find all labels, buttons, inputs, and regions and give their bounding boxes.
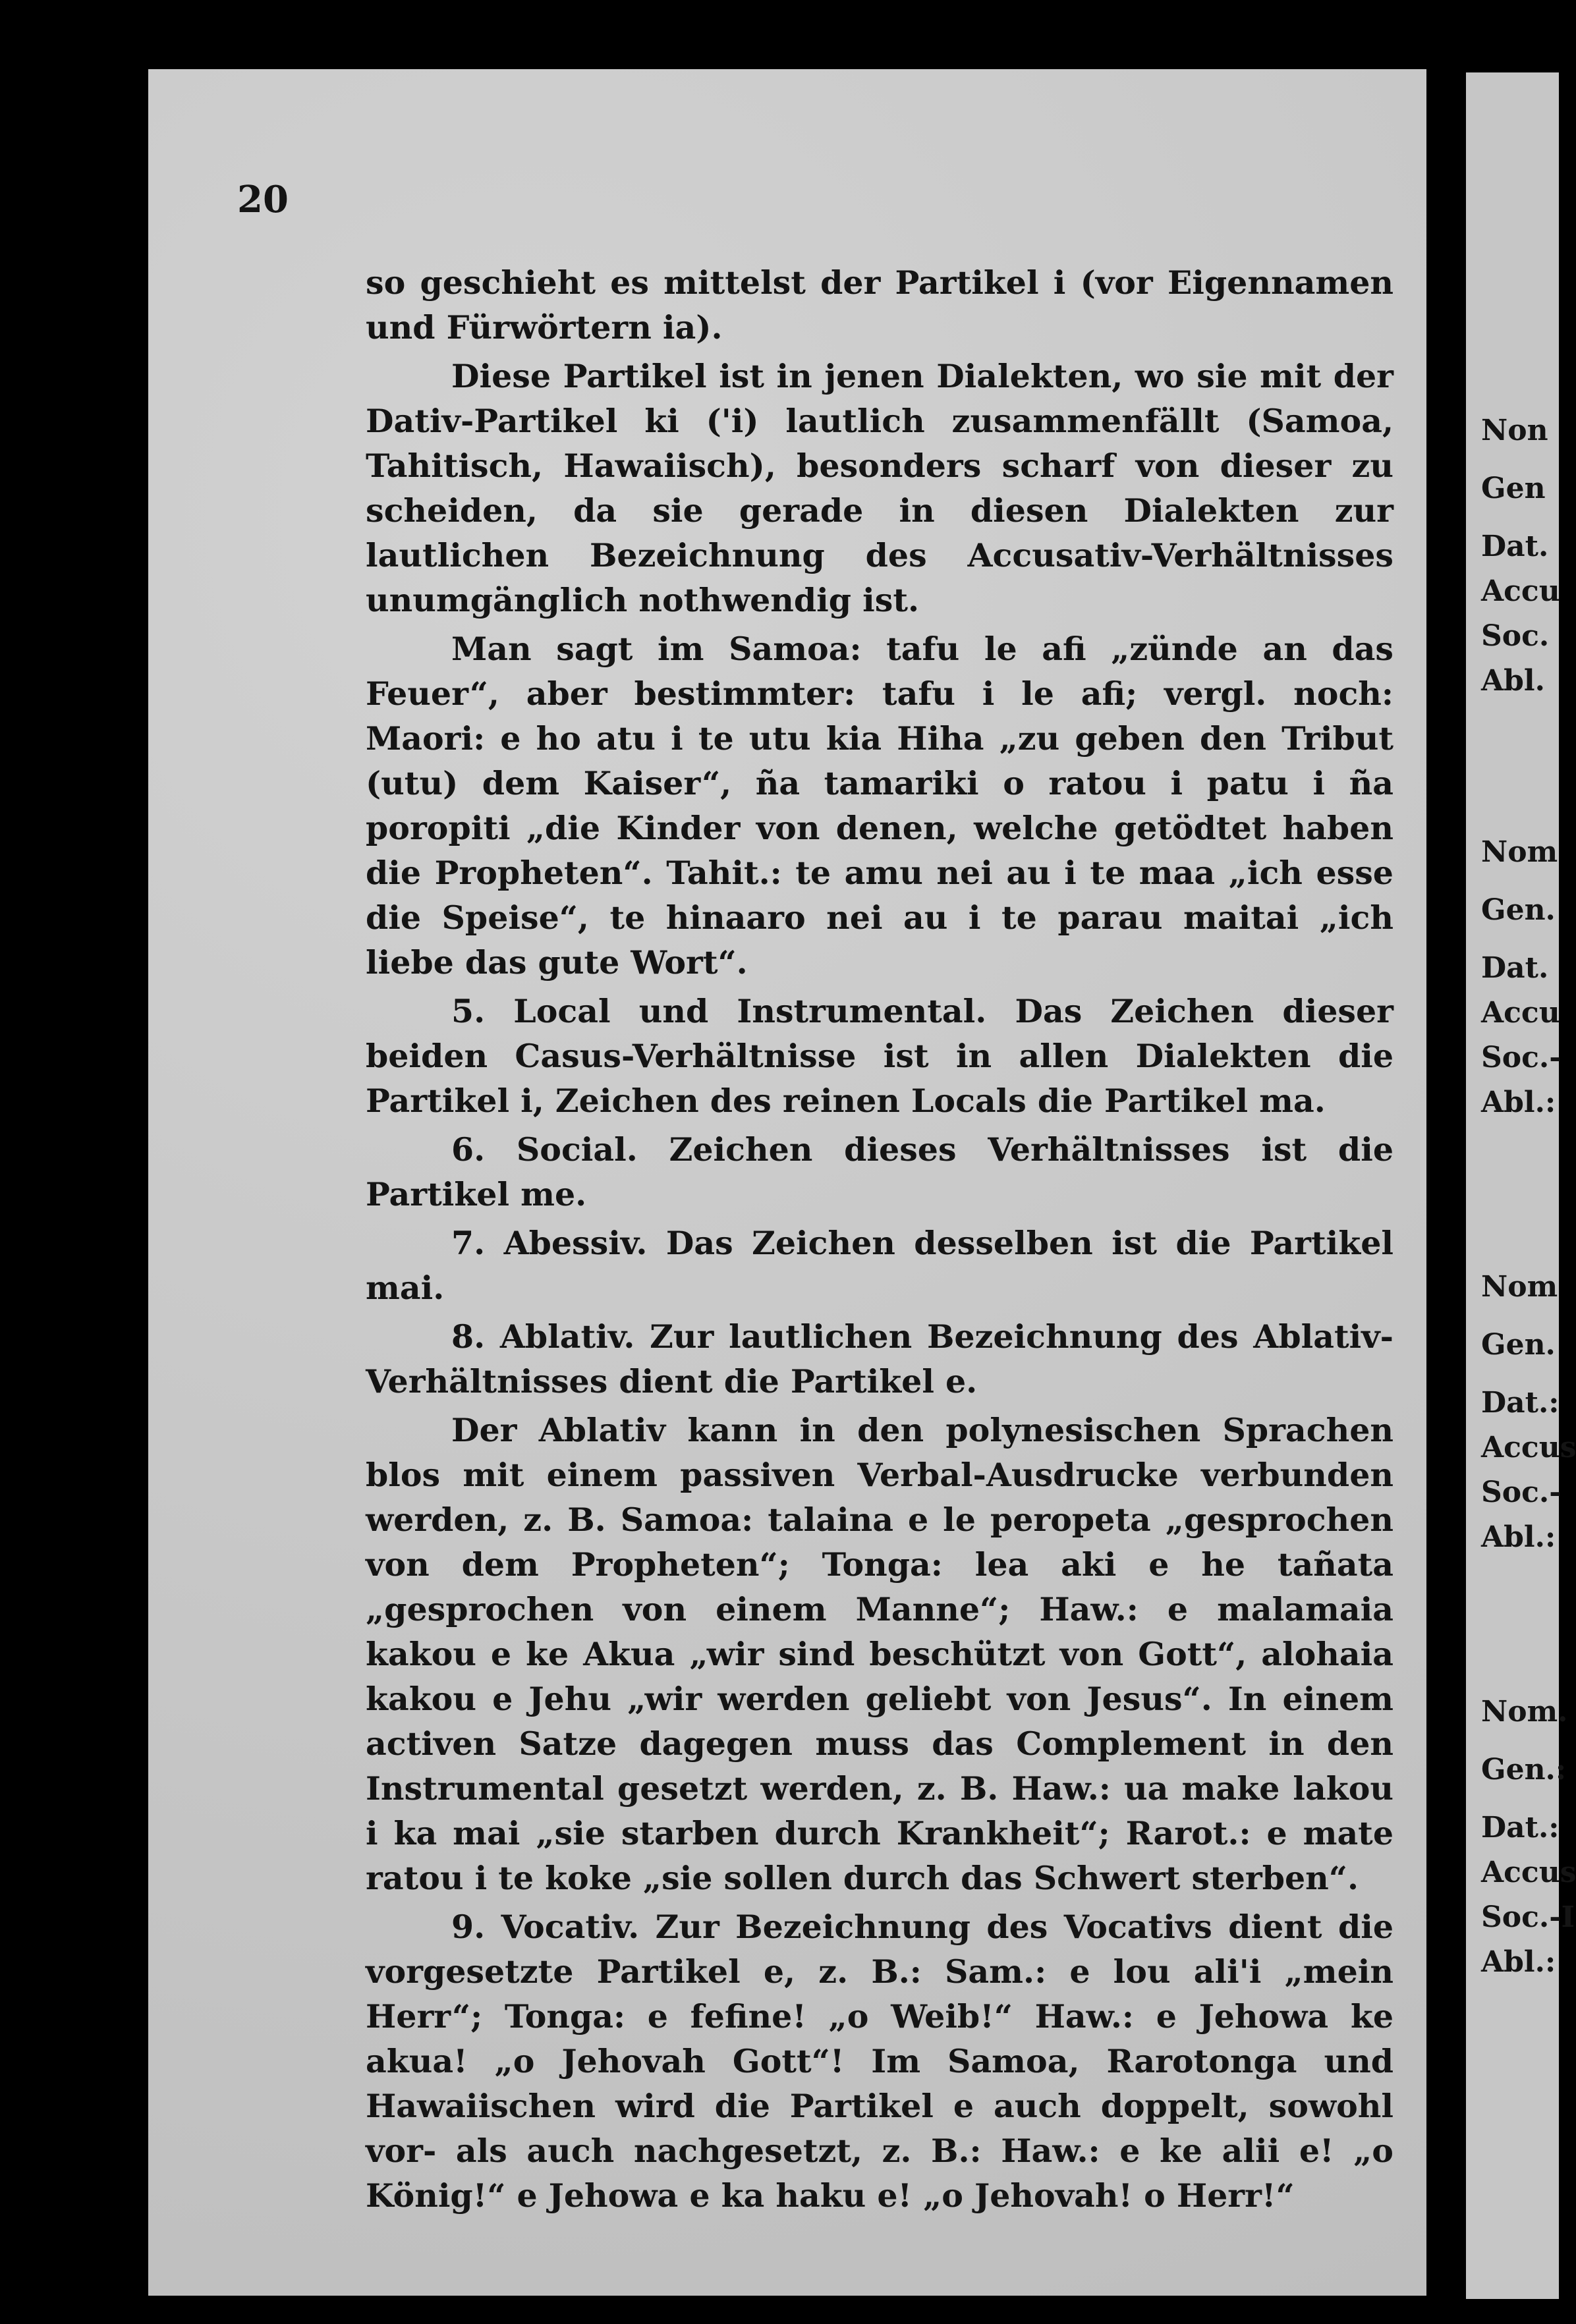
- case-label: Soc.-I: [1481, 1900, 1575, 1934]
- paragraph-social: 6. Social. Zeichen dieses Verhältnisses ist die Partikel me.: [366, 1130, 1393, 1213]
- case-label: Accu: [1481, 996, 1560, 1030]
- case-label: Nom: [1481, 835, 1558, 869]
- case-label: Accu: [1481, 574, 1560, 608]
- paragraph-local-instrumental: 5. Local und Instrumental. Das Zeichen dieser beiden Casus-Verhältnisse ist in allen Dialekten die Partikel i, Zeichen des reinen Locals die Partikel ma.: [366, 992, 1393, 1120]
- case-label: Gen: [1481, 472, 1546, 505]
- case-label: Gen.:: [1481, 1753, 1567, 1786]
- paragraph-vocativ: 9. Vocativ. Zur Bezeichnung des Vocativs dient die vorgesetzte Partikel e, z. B.: Sam.: e lou ali'i „mein Herr“; Tonga: e fefine! „o Weib!“ Haw.: e Jehowa ke akua! „o Jehovah Gott“! Im Samoa, Rarotonga und Hawaiischen wird die Partikel e auch doppelt, sowohl vor- als auch nachgesetzt, z. B.: Haw.: e ke alii e! „o König!“ e Jehowa e ka haku e! „o Jehovah! o Herr!“: [366, 1908, 1393, 2215]
- next-page-case-list-4: [1481, 1690, 1576, 1985]
- case-label: Dat.:: [1481, 1811, 1560, 1844]
- case-label: Abl.:: [1481, 1086, 1556, 1119]
- case-label: Abl.:: [1481, 1945, 1556, 1979]
- case-label: Dat.: [1481, 951, 1549, 985]
- case-label: Non: [1481, 414, 1548, 447]
- case-label: Dat.: [1481, 530, 1549, 563]
- case-label: Nom: [1481, 1270, 1558, 1304]
- paragraph-ablativ-examples: Der Ablativ kann in den polynesischen Sprachen blos mit einem passiven Verbal-Ausdrucke verbunden werden, z. B. Samoa: talaina e le peropeta „gesprochen von dem Propheten“; Tonga: lea aki e he tañata „gesprochen von einem Manne“; Haw.: e malamaia kakou e ke Akua „wir sind beschützt von Gott“, alohaia kakou e Jehu „wir werden geliebt von Jesus“. In einem activen Satze dagegen muss das Complement in den Instrumental gesetzt werden, z. B. Haw.: ua make lakou i ka mai „sie starben durch Krankheit“; Rarot.: e mate ratou i te koke „sie sollen durch das Schwert sterben“.: [366, 1411, 1393, 1897]
- page-body: [366, 260, 1393, 2218]
- case-label: Soc.-: [1481, 1041, 1562, 1074]
- case-label: Accus: [1481, 1431, 1576, 1464]
- paragraph-abessiv: 7. Abessiv. Das Zeichen desselben ist die Partikel mai.: [366, 1224, 1393, 1307]
- next-page-case-list-1: [1481, 408, 1559, 704]
- paragraph-1: so geschieht es mittelst der Partikel i (vor Eigennamen und Fürwörtern ia).: [366, 263, 1393, 346]
- case-label: Gen.: [1481, 893, 1556, 927]
- page-number: 20: [237, 178, 289, 221]
- next-page-case-list-2: [1481, 830, 1562, 1125]
- case-label: Accus: [1481, 1856, 1576, 1889]
- paragraph-ablativ: 8. Ablativ. Zur lautlichen Bezeichnung des Ablativ-Verhältnisses dient die Partikel e.: [366, 1317, 1393, 1400]
- case-label: Gen.: [1481, 1328, 1556, 1362]
- case-label: Abl.: [1481, 664, 1545, 698]
- case-label: Abl.:: [1481, 1520, 1556, 1554]
- case-label: Soc.-: [1481, 1476, 1562, 1509]
- paragraph-2: Diese Partikel ist in jenen Dialekten, wo sie mit der Dativ-Partikel ki ('i) lautlich zusammenfällt (Samoa, Tahitisch, Hawaiisch), besonders scharf von dieser zu scheiden, da sie gerade in diesen Dialekten zur lautlichen Bezeichnung des Accusativ-Verhältnisses unumgänglich nothwendig ist.: [366, 357, 1393, 619]
- case-label: Dat.:: [1481, 1386, 1560, 1420]
- case-label: Soc.: [1481, 619, 1550, 653]
- case-label: Nom.: [1481, 1695, 1568, 1729]
- paragraph-3: Man sagt im Samoa: tafu le afi „zünde an das Feuer“, aber bestimmter: tafu i le afi; vergl. noch: Maori: e ho atu i te utu kia Hiha „zu geben den Tribut (utu) dem Kaiser“, ña tamariki o ratou i patu i ña poropiti „die Kinder von denen, welche getödtet haben die Propheten“. Tahit.: te amu nei au i te maa „ich esse die Speise“, te hinaaro nei au i te parau maitai „ich liebe das gute Wort“.: [366, 630, 1393, 982]
- next-page-case-list-3: [1481, 1265, 1576, 1560]
